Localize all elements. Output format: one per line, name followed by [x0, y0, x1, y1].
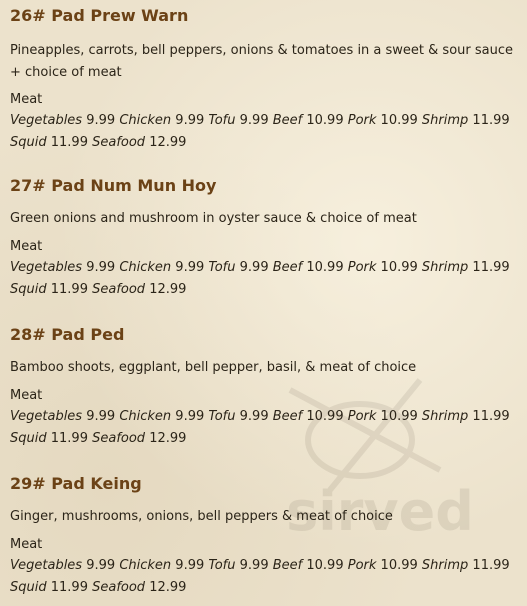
option-price: 9.99: [86, 260, 116, 275]
price-option: [348, 260, 418, 275]
menu-item: [10, 176, 522, 301]
meat-label: Meat: [10, 92, 43, 107]
option-price: 11.99: [50, 580, 88, 595]
price-option: [208, 113, 268, 128]
price-list: [10, 257, 522, 301]
option-price: 9.99: [239, 409, 269, 424]
option-name: Seafood: [92, 282, 146, 297]
price-option: [273, 558, 344, 573]
price-option: [208, 558, 268, 573]
option-name: Pork: [347, 260, 377, 275]
price-option: [273, 260, 344, 275]
option-name: Tofu: [208, 409, 236, 424]
option-name: Pork: [347, 558, 377, 573]
price-option: [273, 113, 344, 128]
option-price: 11.99: [50, 431, 88, 446]
price-option: [208, 409, 268, 424]
price-option: [119, 409, 204, 424]
item-description: Bamboo shoots, eggplant, bell pepper, basil, & meat of choice: [10, 360, 417, 375]
option-price: 12.99: [149, 580, 187, 595]
item-title: 27# Pad Num Mun Hoy: [10, 176, 217, 195]
price-option: [119, 558, 204, 573]
price-option: [119, 260, 204, 275]
option-name: Squid: [10, 282, 47, 297]
option-name: Pork: [347, 113, 377, 128]
price-option: [422, 409, 510, 424]
option-name: Squid: [10, 580, 47, 595]
option-name: Beef: [272, 409, 303, 424]
item-description: Pineapples, carrots, bell peppers, onions & tomatoes in a sweet & sour sauce + choice of meat: [10, 43, 513, 80]
option-price: 11.99: [472, 409, 510, 424]
option-price: 10.99: [306, 260, 344, 275]
option-name: Vegetables: [10, 558, 83, 573]
option-name: Shrimp: [421, 558, 469, 573]
option-name: Seafood: [92, 135, 146, 150]
option-price: 9.99: [86, 113, 116, 128]
option-name: Vegetables: [10, 113, 83, 128]
option-price: 12.99: [149, 431, 187, 446]
price-option: [10, 282, 88, 297]
menu-item: [10, 325, 522, 450]
option-name: Beef: [272, 260, 303, 275]
price-option: [10, 558, 115, 573]
option-name: Vegetables: [10, 409, 83, 424]
option-price: 9.99: [86, 558, 116, 573]
option-name: Squid: [10, 135, 47, 150]
price-option: [422, 260, 510, 275]
option-name: Seafood: [92, 431, 146, 446]
option-name: Shrimp: [421, 409, 469, 424]
option-price: 12.99: [149, 135, 187, 150]
price-option: [92, 431, 186, 446]
price-option: [208, 260, 268, 275]
option-price: 9.99: [239, 558, 269, 573]
option-name: Chicken: [119, 558, 172, 573]
option-price: 11.99: [472, 113, 510, 128]
option-name: Vegetables: [10, 260, 83, 275]
option-price: 11.99: [472, 558, 510, 573]
item-description: Green onions and mushroom in oyster sauce & choice of meat: [10, 211, 417, 226]
menu-item: [10, 6, 522, 151]
price-option: [10, 409, 115, 424]
price-option: [119, 113, 204, 128]
price-option: [92, 135, 186, 150]
price-option: [348, 558, 418, 573]
price-list: [10, 406, 522, 450]
price-option: [10, 113, 115, 128]
price-option: [10, 260, 115, 275]
price-option: [273, 409, 344, 424]
price-option: [10, 431, 88, 446]
meat-label: Meat: [10, 537, 43, 552]
option-name: Pork: [347, 409, 377, 424]
option-price: 10.99: [380, 113, 418, 128]
option-price: 9.99: [86, 409, 116, 424]
option-name: Chicken: [119, 409, 172, 424]
item-title: 28# Pad Ped: [10, 325, 125, 344]
price-list: [10, 110, 522, 154]
price-option: [10, 580, 88, 595]
option-name: Beef: [272, 113, 303, 128]
option-price: 11.99: [50, 282, 88, 297]
option-name: Shrimp: [421, 260, 469, 275]
price-option: [92, 282, 186, 297]
option-name: Tofu: [208, 558, 236, 573]
option-price: 9.99: [239, 113, 269, 128]
option-price: 12.99: [149, 282, 187, 297]
option-price: 10.99: [380, 260, 418, 275]
option-name: Chicken: [119, 113, 172, 128]
option-price: 9.99: [175, 260, 205, 275]
option-price: 11.99: [472, 260, 510, 275]
meat-label: Meat: [10, 239, 43, 254]
option-name: Chicken: [119, 260, 172, 275]
item-description: Ginger, mushrooms, onions, bell peppers & meat of choice: [10, 509, 393, 524]
option-name: Tofu: [208, 113, 236, 128]
option-price: 10.99: [306, 558, 344, 573]
option-price: 9.99: [175, 113, 205, 128]
price-list: [10, 555, 522, 599]
price-option: [422, 113, 510, 128]
option-name: Tofu: [208, 260, 236, 275]
meat-label: Meat: [10, 388, 43, 403]
price-option: [10, 135, 88, 150]
price-option: [348, 409, 418, 424]
option-name: Shrimp: [421, 113, 469, 128]
price-option: [92, 580, 186, 595]
price-option: [422, 558, 510, 573]
price-option: [348, 113, 418, 128]
option-name: Squid: [10, 431, 47, 446]
menu-item: [10, 474, 522, 599]
option-name: Seafood: [92, 580, 146, 595]
option-price: 11.99: [50, 135, 88, 150]
option-price: 10.99: [380, 558, 418, 573]
option-price: 9.99: [175, 409, 205, 424]
option-price: 10.99: [306, 113, 344, 128]
option-price: 10.99: [380, 409, 418, 424]
item-title: 29# Pad Keing: [10, 474, 142, 493]
option-price: 9.99: [175, 558, 205, 573]
watermark-text: sirved: [286, 480, 474, 543]
option-price: 10.99: [306, 409, 344, 424]
option-name: Beef: [272, 558, 303, 573]
item-title: 26# Pad Prew Warn: [10, 6, 189, 25]
option-price: 9.99: [239, 260, 269, 275]
